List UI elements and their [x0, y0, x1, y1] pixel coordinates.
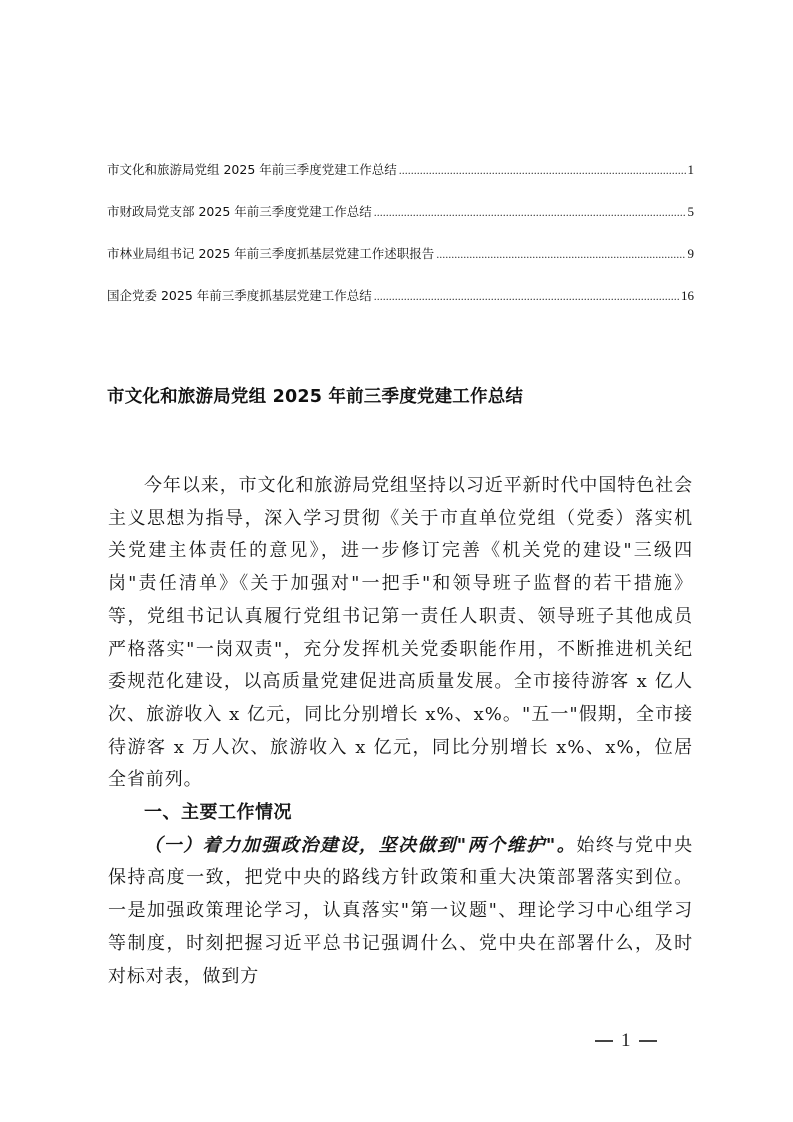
intro-paragraph: 今年以来，市文化和旅游局党组坚持以习近平新时代中国特色社会主义思想为指导，深入学习贯彻《关于市直单位党组（党委）落实机关党建主体责任的意见》，进一步修订完善《机关党的建设"三级四岗"责任清单》《关于加强对"一把手"和领导班子监督的若干措施》等，党组书记认真履行党组书记第一责任人职责、领导班子其他成员严格落实"一岗双责"，充分发挥机关党委职能作用，不断推进机关纪委规范化建设，以高质量党建促进高质量发展。全市接待游客 x 亿人次、旅游收入 x 亿元，同比分别增长 x%、x%。"五一"假期，全市接待游客 x 万人次、旅游收入 x 亿元，同比分别增长 x%、x%，位居全省前列。	[108, 475, 693, 791]
toc-dot-leader	[374, 286, 679, 306]
document-body	[108, 470, 693, 993]
toc-entry[interactable]	[107, 244, 694, 264]
toc-entry-title: 国企党委 2025 年前三季度抓基层党建工作总结	[107, 288, 372, 303]
toc-entry[interactable]	[107, 286, 694, 306]
toc-entry-page: 9	[687, 246, 694, 261]
toc-entry-page: 16	[681, 288, 694, 303]
toc-entry-page: 1	[687, 162, 694, 177]
toc-dot-leader	[399, 160, 686, 180]
toc-entry[interactable]	[107, 202, 694, 222]
document-title: 市文化和旅游局党组 2025 年前三季度党建工作总结	[107, 386, 524, 407]
toc-entry[interactable]	[107, 160, 694, 180]
page-number-dash-left	[595, 1040, 613, 1041]
toc-entry-title: 市财政局党支部 2025 年前三季度党建工作总结	[107, 204, 372, 219]
toc-entry-title: 市文化和旅游局党组 2025 年前三季度党建工作总结	[107, 162, 397, 177]
table-of-contents	[107, 160, 694, 328]
subsection-text: 始终与党中央保持高度一致，把党中央的路线方针政策和重大决策部署落实到位。一是加强政策理论学习，认真落实"第一议题"、理论学习中心组学习等制度，时刻把握习近平总书记强调什么、党中央在部署什么，及时对标对表，做到方	[108, 834, 693, 987]
toc-dot-leader	[374, 202, 686, 222]
subsection-paragraph	[108, 830, 693, 994]
toc-entry-title: 市林业局组书记 2025 年前三季度抓基层党建工作述职报告	[107, 246, 435, 261]
section-heading: 一、主要工作情况	[144, 802, 292, 824]
page-number-dash-right	[639, 1040, 657, 1041]
toc-entry-page: 5	[687, 204, 694, 219]
page-number	[595, 1030, 657, 1052]
page-number-value: 1	[621, 1030, 631, 1051]
subsection-heading: （一）着力加强政治建设，坚决做到"两个维护"。	[144, 834, 577, 856]
toc-dot-leader	[436, 244, 685, 264]
